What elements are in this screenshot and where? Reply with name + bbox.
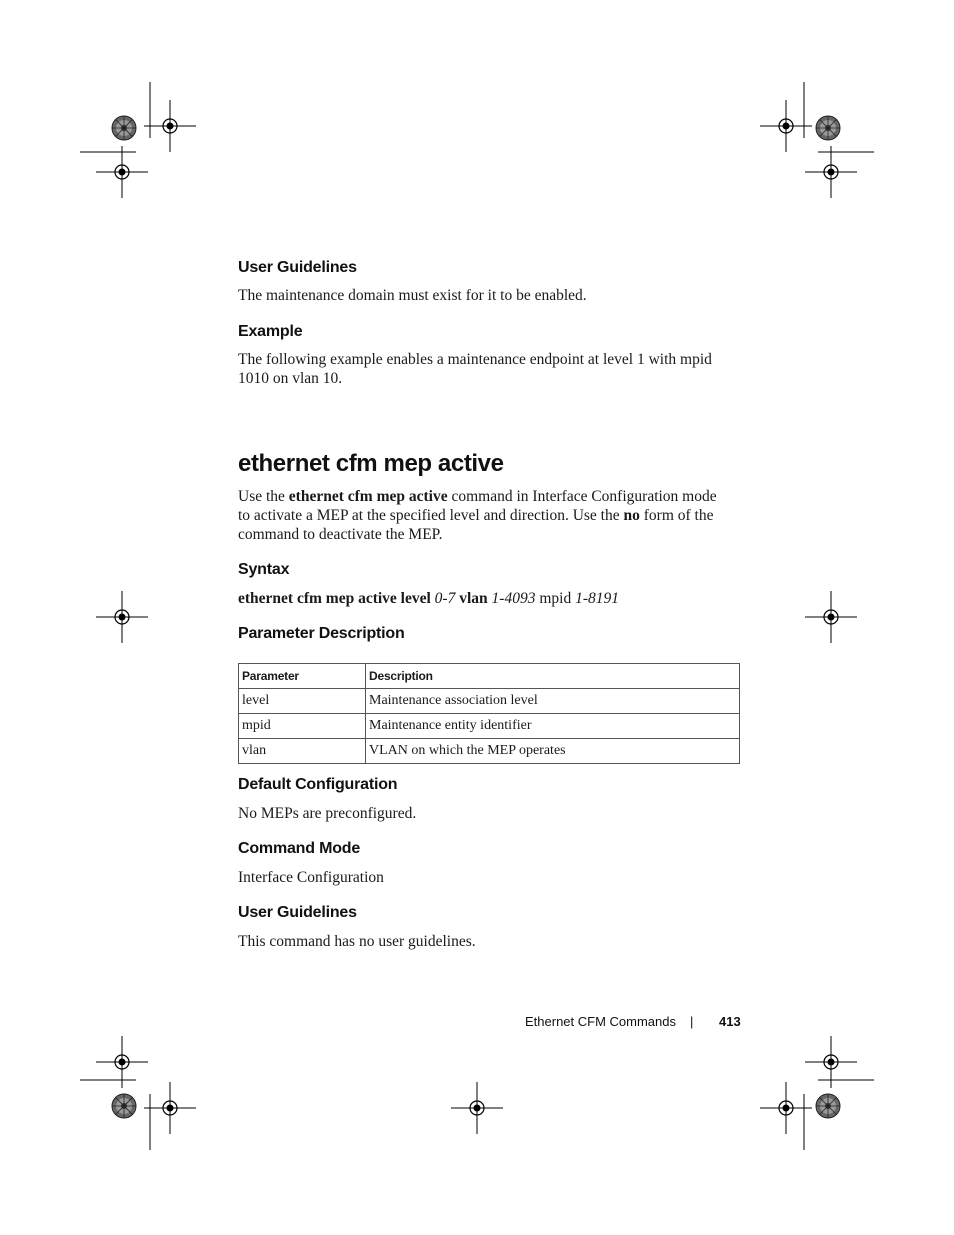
- user-guidelines-text: The maintenance domain must exist for it to be enabled.: [238, 287, 587, 304]
- column-header-parameter: Parameter: [239, 664, 366, 689]
- table-row: [239, 689, 740, 714]
- syntax-line: [238, 589, 740, 608]
- command-title: ethernet cfm mep active: [238, 450, 504, 477]
- cell-parameter: level: [239, 689, 366, 714]
- intro-command-name: ethernet cfm mep active: [288, 488, 448, 505]
- syntax-heading: Syntax: [238, 561, 290, 578]
- syntax-part3: mpid: [535, 590, 576, 607]
- intro-use-the: Use the: [238, 488, 289, 505]
- syntax-level-range: 0-7: [434, 590, 456, 607]
- cell-description: Maintenance entity identifier: [366, 714, 740, 739]
- example-heading: Example: [238, 323, 303, 340]
- cell-description: Maintenance association level: [366, 689, 740, 714]
- column-header-description: Description: [366, 664, 740, 689]
- table-row: [239, 714, 740, 739]
- footer-separator: |: [690, 1014, 694, 1029]
- command-intro-line2: [238, 506, 740, 525]
- command-mode-heading: Command Mode: [238, 840, 361, 857]
- registration-mark-left-middle: [96, 591, 148, 643]
- command-mode-text: Interface Configuration: [238, 869, 384, 886]
- intro-no-keyword: no: [623, 507, 640, 524]
- registration-mark-right-middle: [805, 591, 857, 643]
- page-number: 413: [719, 1014, 741, 1029]
- intro-after-command: command in Interface Configuration mode: [447, 488, 717, 505]
- example-text-line2: 1010 on vlan 10.: [238, 370, 343, 387]
- crop-mark-top-right: [760, 82, 874, 198]
- user-guidelines-heading-2: User Guidelines: [238, 904, 357, 921]
- table-header-row: [239, 664, 740, 689]
- syntax-mpid-range: 1-8191: [575, 590, 619, 607]
- default-configuration-text: No MEPs are preconfigured.: [238, 805, 417, 822]
- crop-mark-top-left: [80, 82, 196, 198]
- command-intro-line1: [238, 487, 740, 506]
- intro-line2-after: form of the: [639, 507, 714, 524]
- syntax-vlan-range: 1-4093: [491, 590, 536, 607]
- cell-description: VLAN on which the MEP operates: [366, 739, 740, 764]
- example-text-line1: The following example enables a maintenance endpoint at level 1 with mpid: [238, 351, 712, 368]
- crop-mark-bottom-right: [760, 1036, 874, 1150]
- default-configuration-heading: Default Configuration: [238, 776, 398, 793]
- cell-parameter: mpid: [239, 714, 366, 739]
- cell-parameter: vlan: [239, 739, 366, 764]
- command-intro-line3: command to deactivate the MEP.: [238, 526, 443, 543]
- intro-line2-before: to activate a MEP at the specified level and direction. Use the: [238, 507, 624, 524]
- parameter-description-heading: Parameter Description: [238, 625, 405, 642]
- table-row: [239, 739, 740, 764]
- syntax-part2: vlan: [455, 590, 492, 607]
- parameter-table: [238, 663, 740, 764]
- footer-chapter-title: Ethernet CFM Commands: [525, 1014, 676, 1029]
- user-guidelines-text-2: This command has no user guidelines.: [238, 933, 476, 950]
- crop-mark-bottom-left: [80, 1036, 196, 1150]
- user-guidelines-heading: User Guidelines: [238, 259, 357, 276]
- registration-mark-bottom-center: [451, 1082, 503, 1134]
- syntax-part1: ethernet cfm mep active level: [238, 590, 435, 607]
